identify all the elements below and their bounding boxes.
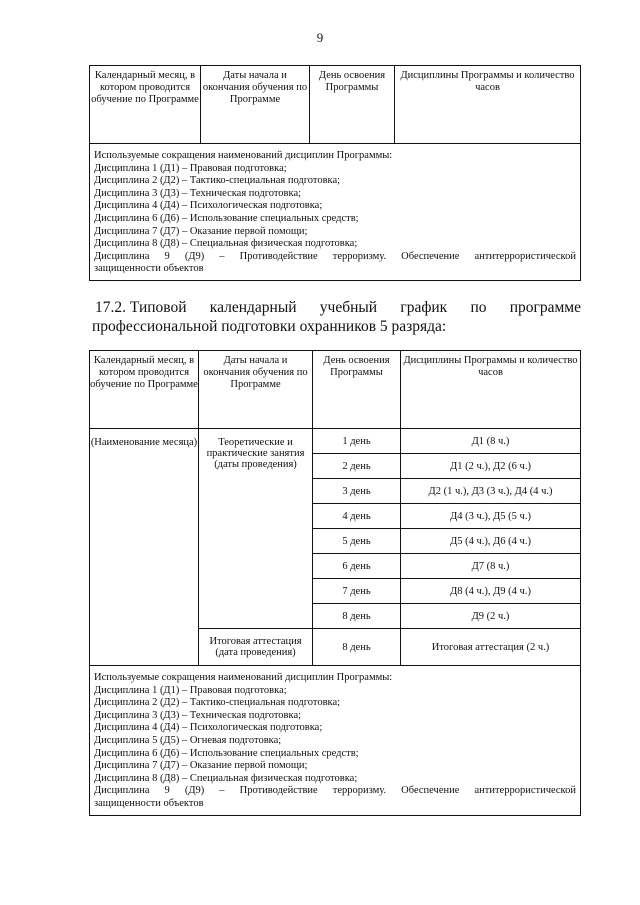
section-title <box>92 298 581 336</box>
note-line: Дисциплина 2 (Д2) – Тактико-специальная подготовка; <box>94 175 341 187</box>
notes-title: Используемые сокращения наименований дисциплин Программы: <box>94 150 393 161</box>
day-cell: 8 день <box>313 629 401 666</box>
day-cell: 6 день <box>313 554 401 579</box>
month-cell: (Наименование месяца) <box>90 429 199 666</box>
day-cell: 3 день <box>313 479 401 504</box>
day-cell: 5 день <box>313 529 401 554</box>
note-line-justified <box>94 785 576 798</box>
note-line: Дисциплина 1 (Д1) – Правовая подготовка; <box>94 684 287 696</box>
note-line: Дисциплина 7 (Д7) – Оказание первой помощи; <box>94 225 308 237</box>
word: Противодействие <box>239 250 318 262</box>
schedule-table-continued <box>89 65 581 281</box>
discipline-cell: Итоговая аттестация (2 ч.) <box>401 629 581 666</box>
header-day: День освоения Программы <box>313 351 401 429</box>
header-month: Календарный месяц, в котором проводится обучение по Программе <box>90 351 199 429</box>
word: 9 <box>164 785 170 797</box>
word: – <box>219 250 225 262</box>
header-dates: Даты начала и окончания обучения по Программе <box>199 351 313 429</box>
note-line: защищенности объектов <box>94 263 204 275</box>
word: (Д9) <box>184 785 205 797</box>
header-dates: Даты начала и окончания обучения по Программе <box>201 66 310 144</box>
final-exam-label: Итоговая аттестация (дата проведения) <box>199 629 313 666</box>
note-line: Дисциплина 5 (Д5) – Огневая подготовка; <box>94 734 282 746</box>
word: терроризму. <box>332 785 387 797</box>
title-word: график <box>400 299 448 316</box>
discipline-cell: Д1 (8 ч.) <box>401 429 581 454</box>
title-word: по <box>470 299 487 316</box>
note-line: Дисциплина 7 (Д7) – Оказание первой помощи; <box>94 760 308 772</box>
abbreviations-note <box>90 144 581 281</box>
word: 9 <box>164 250 170 262</box>
note-line: Дисциплина 3 (Д3) – Техническая подготовка; <box>94 187 302 199</box>
header-disciplines: Дисциплины Программы и количество часов <box>401 351 581 429</box>
day-cell: 7 день <box>313 579 401 604</box>
day-cell: 2 день <box>313 454 401 479</box>
title-word: календарный <box>209 299 297 316</box>
day-cell: 4 день <box>313 504 401 529</box>
discipline-cell: Д4 (3 ч.), Д5 (5 ч.) <box>401 504 581 529</box>
header-disciplines: Дисциплины Программы и количество часов <box>395 66 581 144</box>
discipline-cell: Д2 (1 ч.), Д3 (3 ч.), Д4 (4 ч.) <box>401 479 581 504</box>
title-word: учебный <box>319 299 378 316</box>
page-number: 9 <box>316 30 324 45</box>
title-word: программе <box>509 299 581 316</box>
note-line: Дисциплина 6 (Д6) – Использование специальных средств; <box>94 212 359 224</box>
lessons-cell: Теоретические и практические занятия (даты проведения) <box>199 429 313 629</box>
note-line: защищенности объектов <box>94 797 204 809</box>
header-month: Календарный месяц, в котором проводится обучение по Программе <box>90 66 201 144</box>
header-day: День освоения Программы <box>310 66 395 144</box>
word: Дисциплина <box>94 785 150 797</box>
schedule-table <box>89 350 581 816</box>
word: (Д9) <box>184 250 205 262</box>
discipline-cell: Д8 (4 ч.), Д9 (4 ч.) <box>401 579 581 604</box>
word: Обеспечение <box>401 785 460 797</box>
title-word: 17.2. Типовой <box>95 299 187 316</box>
note-line: Дисциплина 2 (Д2) – Тактико-специальная подготовка; <box>94 697 341 709</box>
discipline-cell: Д1 (2 ч.), Д2 (6 ч.) <box>401 454 581 479</box>
note-line-justified <box>94 251 576 264</box>
word: антитеррористической <box>474 250 576 262</box>
day-cell: 8 день <box>313 604 401 629</box>
note-line: Дисциплина 6 (Д6) – Использование специальных средств; <box>94 747 359 759</box>
word: Противодействие <box>239 785 318 797</box>
discipline-cell: Д7 (8 ч.) <box>401 554 581 579</box>
note-line: Дисциплина 4 (Д4) – Психологическая подготовка; <box>94 200 323 212</box>
note-line: Дисциплина 8 (Д8) – Специальная физическая подготовка; <box>94 772 358 784</box>
word: Обеспечение <box>401 250 460 262</box>
note-line: Дисциплина 8 (Д8) – Специальная физическая подготовка; <box>94 238 358 250</box>
day-cell: 1 день <box>313 429 401 454</box>
word: терроризму. <box>332 250 387 262</box>
note-line: Дисциплина 4 (Д4) – Психологическая подготовка; <box>94 722 323 734</box>
discipline-cell: Д5 (4 ч.), Д6 (4 ч.) <box>401 529 581 554</box>
title-line-2: профессиональной подготовки охранников 5 разряда: <box>92 318 447 335</box>
word: – <box>219 785 225 797</box>
word: антитеррористической <box>474 785 576 797</box>
note-line: Дисциплина 1 (Д1) – Правовая подготовка; <box>94 162 287 174</box>
word: Дисциплина <box>94 250 150 262</box>
abbreviations-note <box>90 666 581 816</box>
discipline-cell: Д9 (2 ч.) <box>401 604 581 629</box>
note-line: Дисциплина 3 (Д3) – Техническая подготовка; <box>94 709 302 721</box>
notes-title: Используемые сокращения наименований дисциплин Программы: <box>94 672 393 683</box>
